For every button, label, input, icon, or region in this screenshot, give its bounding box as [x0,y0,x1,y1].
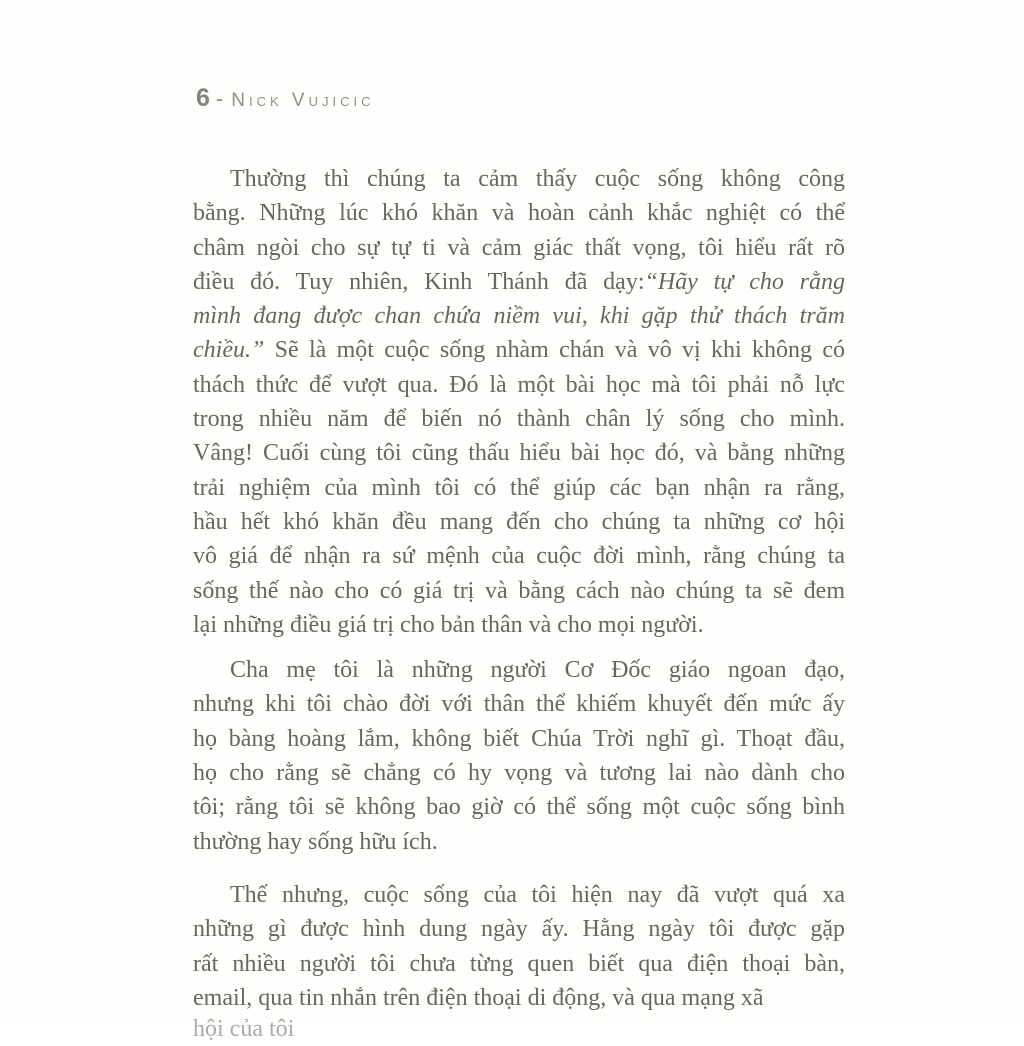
text-line [193,402,845,436]
italic-quote-run: chiều.” [193,337,265,364]
text-line [193,981,845,1015]
text-line [193,653,845,687]
page-number: 6 [196,84,212,112]
text-run: điều đó. Tuy nhiên, Kinh Thánh đã dạy: [193,268,645,295]
text-line [193,539,845,573]
text-run: Thường thì chúng ta cảm thấy cuộc sống không công [230,166,845,192]
header-author: Nick Vujicic [231,90,375,111]
text-run: hầu hết khó khăn đều mang đến cho chúng ta những cơ hội [193,508,845,535]
text-line [193,333,845,367]
paragraph [193,162,845,642]
text-line [193,196,845,230]
text-line [193,756,845,790]
text-run: sống thế nào cho có giá trị và bằng cách nào chúng ta sẽ đem [193,577,845,604]
italic-quote-run: mình đang được chan chứa niềm vui, khi gặp thử thách trăm [193,303,845,330]
text-line [193,231,845,265]
text-run: Thế nhưng, cuộc sống của tôi hiện nay đã vượt quá xa [230,881,845,908]
text-run: vô giá để nhận ra sứ mệnh của cuộc đời mình, rằng chúng ta [193,543,845,570]
text-run: Vâng! Cuối cùng tôi cũng thấu hiểu bài học đó, và bằng những [193,440,845,467]
body-text [193,162,845,1015]
text-line [193,299,845,333]
text-line [193,825,845,859]
text-run: trải nghiệm của mình tôi có thể giúp các bạn nhận ra rằng, [193,474,845,501]
text-line [193,722,845,756]
text-run: họ bàng hoàng lắm, không biết Chúa Trời nghĩ gì. Thoạt đầu, [193,725,845,752]
text-run: bằng. Những lúc khó khăn và hoàn cảnh khắc nghiệt có thể [193,200,845,227]
text-run: trong nhiều năm để biến nó thành chân lý sống cho mình. [193,406,845,433]
text-line [193,368,845,402]
text-run: Sẽ là một cuộc sống nhàm chán và vô vị khi không có [264,337,845,364]
text-line [193,912,845,946]
page-header [196,84,374,113]
italic-quote-run: “Hãy tự cho rằng [644,268,845,295]
paragraph [193,653,845,859]
text-run: họ cho rằng sẽ chẳng có hy vọng và tương lai nào dành cho [193,760,845,787]
text-line [193,947,845,981]
text-run: rất nhiều người tôi chưa từng quen biết qua điện thoại bàn, [193,950,845,977]
text-line [193,878,845,912]
text-run: Cha mẹ tôi là những người Cơ Đốc giáo ngoan đạo, [230,657,845,684]
text-run: lại những điều giá trị cho bản thân và cho mọi người. [193,611,704,638]
text-run: email, qua tin nhắn trên điện thoại di động, và qua mạng xã [193,984,764,1011]
text-run: những gì được hình dung ngày ấy. Hằng ngày tôi được gặp [193,916,845,943]
text-line [193,265,845,299]
clipped-next-line: hội của tôi [193,1016,295,1042]
text-run: thường hay sống hữu ích. [193,828,438,855]
text-line [193,790,845,824]
text-run: tôi; rằng tôi sẽ không bao giờ có thể sống một cuộc sống bình [193,794,845,821]
text-run: châm ngòi cho sự tự ti và cảm giác thất vọng, tôi hiểu rất rõ [193,234,845,261]
text-line [193,574,845,608]
text-line [193,505,845,539]
paragraph [193,878,845,1015]
header-separator: - [215,86,226,111]
text-line [193,608,845,642]
text-line [193,471,845,505]
text-run: nhưng khi tôi chào đời với thân thể khiếm khuyết đến mức ấy [193,691,845,718]
text-line [193,687,845,721]
text-line [193,162,845,196]
text-line [193,436,845,470]
text-run: thách thức để vượt qua. Đó là một bài học mà tôi phải nỗ lực [193,371,845,398]
